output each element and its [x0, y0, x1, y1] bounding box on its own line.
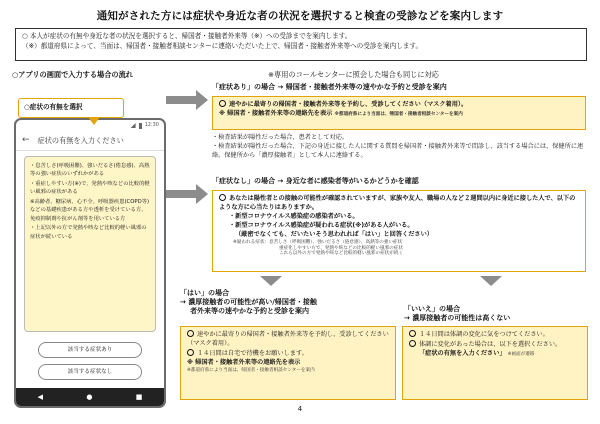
answer-no-box — [402, 326, 588, 400]
has-symptom-button[interactable]: 該当する症状あり — [38, 342, 142, 358]
criteria-item: ※高齢者、糖尿病、心不全、呼吸器疾患(COPD等)などの基礎疾患がある方や透析を受けている方、免疫抑制剤や抗がん剤等を用いている方 — [30, 198, 150, 222]
phone-app-bar — [16, 131, 164, 151]
circle-bullet-icon — [219, 194, 226, 201]
circle-bullet-icon — [409, 340, 416, 347]
symptom-no-question-text: あなたは陽性者との接触の可能性が確認されていますが、家族や友人、職場の人など２週間以内に身近に接した人で、以下のような方に心当たりはありますか。 — [219, 195, 576, 211]
prefecture-note: ※都道府県により当面は、帰国者・接触者相談センターを案内 — [187, 367, 315, 373]
suspected-option: ・新型コロナウイルス感染症が疑われる症状(※)がある人がいる。 — [229, 221, 414, 229]
health-change-text: 体調に変化があった場合は、以下を選択ください。 — [419, 340, 562, 348]
battery-icon — [139, 123, 142, 129]
nav-home-icon[interactable]: ● — [86, 392, 93, 401]
contact-info-label: ※ 帰国者・接触者外来等の連絡先を表示 — [187, 358, 301, 366]
answer-no-heading — [404, 305, 590, 323]
arrow-to-yes-head — [196, 90, 208, 110]
answer-no-line2 — [409, 340, 581, 350]
arrow-down-yes — [260, 276, 282, 286]
no-symptom-button[interactable]: 該当する症状なし — [38, 364, 142, 380]
symptom-yes-heading: 「症状あり」の場合 → 帰国者・接触者外来等の速やかな予約と受診を案内 — [212, 83, 447, 91]
screen-transition-note: ※画面が遷移 — [507, 351, 535, 357]
answer-yes-box — [180, 326, 396, 400]
answer-guidance: （厳密でなくても、だいたいそう思われれば「はい」と回答ください） — [235, 230, 433, 238]
select-symptom-callout: ○症状の有無を選択 — [18, 98, 124, 118]
nav-back-icon[interactable]: ◀ — [37, 392, 44, 401]
callout-pointer — [88, 117, 100, 125]
symptom-footnote: 重症化しやすい方で、発熱や咳などの比較的軽い風邪の症状 — [279, 245, 403, 251]
positive-note: ・検査結果が陽性だった場合、患者として対応。 — [212, 134, 349, 141]
criteria-item: ・上記以外の方で発熱や咳など比較的軽い風邪の症状が続いている — [30, 225, 147, 240]
app-flow-heading: ○アプリの画面で入力する場合の流れ — [12, 70, 133, 79]
symptom-yes-line1 — [219, 100, 579, 110]
back-arrow-icon[interactable]: ← — [22, 134, 30, 145]
answer-yes-subtitle: → 濃厚接触者の可能性が高い/帰国者・接触 — [180, 297, 317, 306]
prefecture-note: ※都道府県により当面は、帰国者・接触者相談センターを案内 — [334, 111, 463, 117]
answer-yes-heading — [180, 289, 400, 315]
answer-yes-title: 「はい」の場合 — [180, 289, 229, 297]
circle-bullet-icon — [187, 349, 194, 356]
arrow-down-no — [480, 276, 502, 286]
page-title: 通知がされた方には症状や身近な者の状況を選択すると検査の受診などを案内します — [96, 10, 504, 22]
phone-screen-title: 症状の有無を入力ください — [37, 136, 124, 145]
circle-bullet-icon — [219, 100, 226, 107]
symptom-yes-box — [212, 96, 586, 130]
answer-no-title: 「いいえ」の場合 — [404, 305, 460, 313]
enter-symptom-link[interactable]: 「症状の有無を入力ください」 — [419, 349, 506, 357]
symptom-yes-line2 — [219, 110, 579, 119]
call-center-note: ※専用のコールセンターに照会した場合も同じに対応 — [268, 70, 439, 79]
answer-yes-line1 — [187, 330, 389, 349]
intro-line-2: （※）都道府県によって、当面は、帰国者・接触者相談センターに連絡いただいた上で、帰国者・接触者外来等への受診を案内します。 — [22, 41, 423, 50]
symptom-no-heading: 「症状なし」の場合 → 身近な者に感染者等がいるかどうかを確認 — [212, 177, 419, 185]
symptom-footnote: これら以外の方で発熱や咳など比較的軽い風邪の症状が続く — [279, 251, 404, 257]
intro-box — [15, 28, 587, 61]
page-number: 4 — [297, 405, 303, 413]
arrow-to-yes — [166, 96, 200, 104]
symptom-footnote: ※疑われる症状：息苦しさ（呼吸困難）、強いだるさ（倦怠感）、高熱等の強い症状 — [233, 239, 403, 245]
circle-bullet-icon — [187, 330, 194, 337]
nav-recent-icon[interactable]: ■ — [135, 392, 143, 401]
arrow-to-no-head — [196, 184, 208, 204]
contact-info-label: ※ 帰国者・接触者外来等の連絡先を表示 — [219, 109, 333, 117]
symptom-yes-text: 速やかに最寄りの帰国者・接触者外来等を予約し、受診してください（マスク着用）。 — [229, 101, 468, 108]
phone-nav-bar — [16, 388, 164, 406]
symptom-no-question — [219, 194, 579, 213]
answer-no-subtitle: → 濃厚接触者の可能性は高くない — [404, 313, 511, 322]
symptom-no-box — [212, 190, 586, 272]
criteria-item: ・息苦しさ(呼吸困難)、強いだるさ(倦怠感)、高熱等の強い症状のいずれかがある — [30, 163, 150, 178]
stay-home-text: １４日間は自宅で待機をお願いします。 — [197, 349, 308, 357]
signal-icon — [131, 123, 136, 128]
intro-line-1: ○ 本人が症状の有無や身近な者の状況を選択すると、帰国者・接触者外来等（※）への受診までを案内します。 — [22, 32, 352, 40]
answer-no-line3 — [409, 350, 581, 359]
watch-health-text: １４日間は体調の変化に気をつけてください。 — [419, 331, 549, 338]
criteria-item: ・重症しやすい方(※)で、発熱や咳などの比較的軽い風邪の症状がある — [30, 180, 150, 196]
arrow-to-no — [166, 190, 200, 198]
infected-option: ・新型コロナウイルス感染症の感染者がいる。 — [229, 212, 359, 220]
close-contact-note: ・検査結果が陽性だった場合、下記の身近に接した人に関する質問を帰国者・接触者外来等で問診し、該当する場合には、保健所に連絡。保健所から「濃厚接触者」として本人に連絡する。 — [212, 142, 584, 159]
answer-yes-line2 — [187, 349, 389, 359]
answer-no-line1 — [409, 330, 581, 340]
status-time: 12:30 — [144, 122, 159, 129]
phone-mockup — [14, 118, 166, 408]
test-result-notes — [212, 134, 588, 161]
answer-yes-text: 速やかに最寄りの帰国者・接触者外来等を予約し、受診してください（マスク着用）。 — [187, 331, 389, 347]
answer-yes-subtitle-2: 者外来等の速やかな予約と受診を案内 — [190, 306, 309, 315]
symptom-criteria-list — [24, 156, 156, 332]
circle-bullet-icon — [409, 330, 416, 337]
